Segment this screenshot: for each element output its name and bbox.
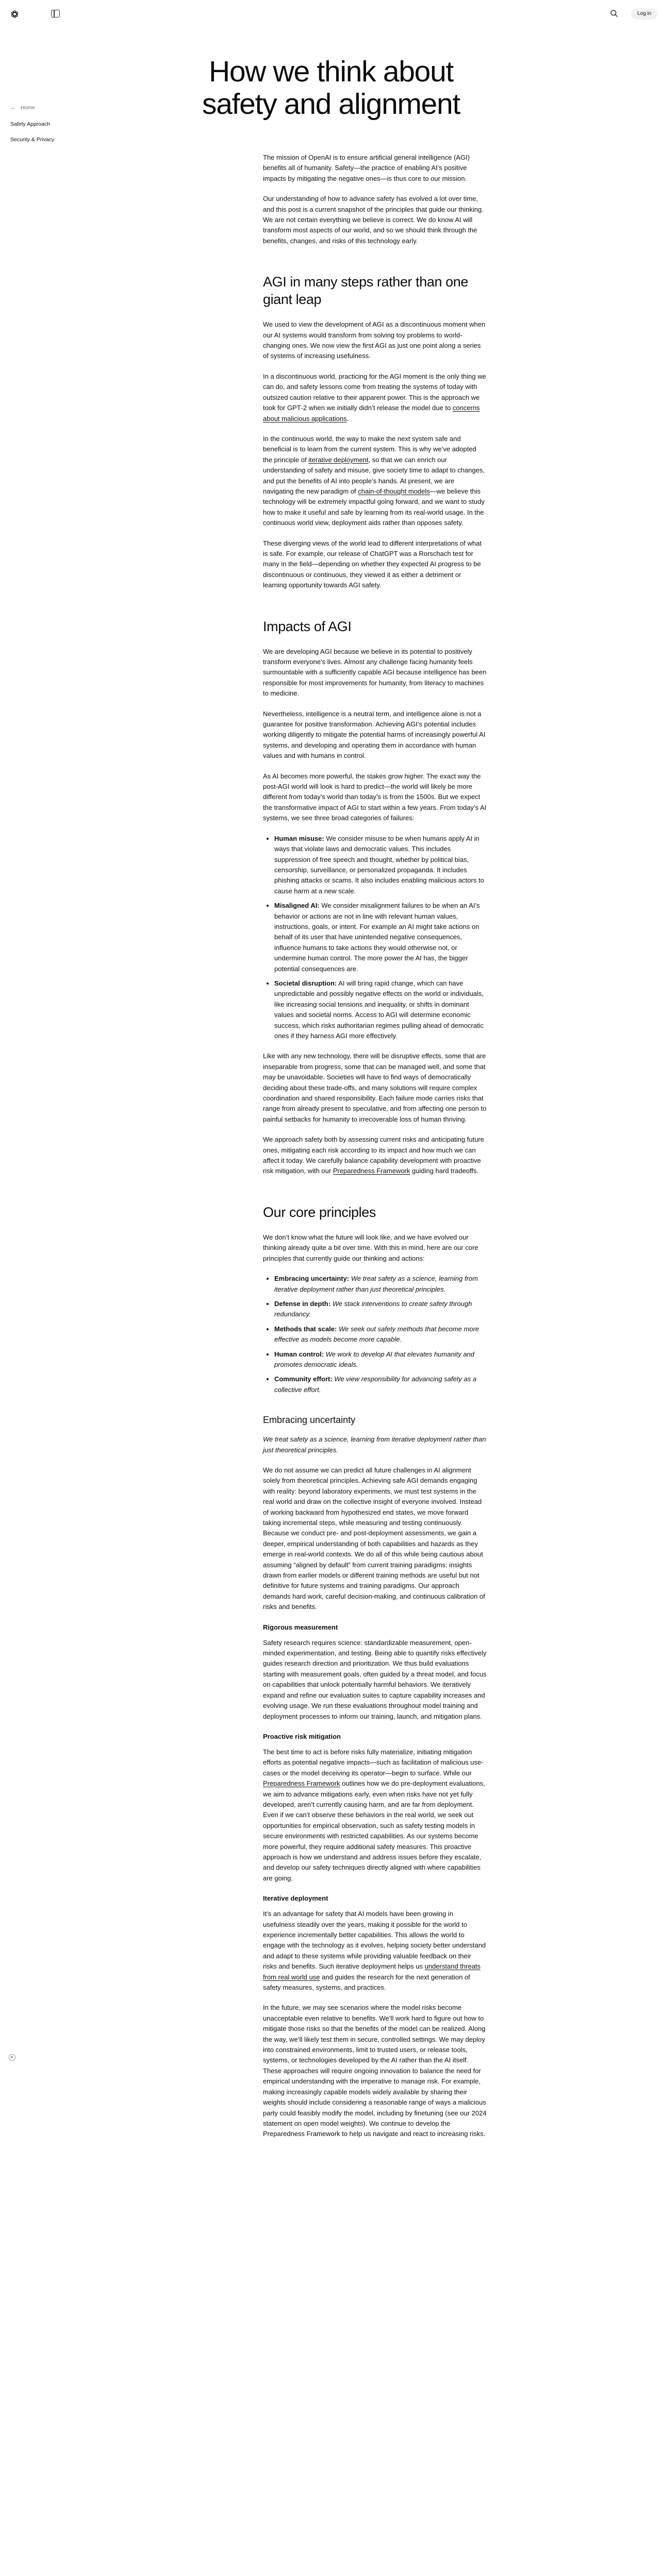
intro-paragraph: The mission of OpenAI is to ensure artificial general intelligence (AGI) benefits all of humanity. Safety—the practice of enabling AI’s positive impacts by mitigating the negative ones—is thus core to our mission. — [263, 154, 470, 182]
minor-heading: Proactive risk mitigation — [263, 1732, 341, 1740]
iterative-deployment-link[interactable]: iterative deployment — [308, 455, 369, 464]
list-text: We treat safety as a science, learning from iterative deployment rather than just theoretical principles. — [274, 1275, 478, 1293]
lead-text: We treat safety as a science, learning from iterative deployment rather than just theoretical principles. — [263, 1435, 486, 1454]
list-term: Human misuse: — [274, 834, 324, 842]
list-term: Societal disruption: — [274, 979, 337, 987]
text-run: —we believe this technology will be extremely impactful going forward, and we want to study how to make it useful and safe by learning from its real-world usage. In the continuous world view, deployment aids rather than opposes safety. — [263, 487, 485, 527]
principles-list — [274, 1274, 487, 1395]
list-text: We consider misuse to be when humans apply AI in ways that violate laws and democratic values. This includes suppression of free speech and thought, whether by political bias, censorship, surveillance, or personalized propaganda. It includes phishing attacks or scams. It also includes enabling malicious actors to cause harm at a new scale. — [274, 834, 484, 895]
subsection-heading: Embracing uncertainty — [263, 1415, 356, 1426]
chain-of-thought-link[interactable]: chain-of-thought models — [358, 487, 430, 495]
nav-back-link[interactable] — [10, 103, 113, 112]
paragraph: Like with any new technology, there will be disruptive effects, some that are inseparable from progress, some that can be managed well, and some that may be unavoidable. Societies will have to find ways of democratically deciding about these trade-offs, and many solutions will require complex coordination and shared responsibility. Each failure mode carries risks that range from already present to speculative, and from affecting one person to painful setbacks for humanity to irrecoverable loss of human thriving. — [263, 1052, 487, 1123]
paragraph — [263, 1747, 487, 1884]
list-term: Misaligned AI: — [274, 902, 320, 910]
section-heading: Our core principles — [263, 1204, 376, 1220]
preparedness-framework-link[interactable]: Preparedness Framework — [333, 1167, 410, 1175]
real-world-threats-link[interactable]: understand threats from real world use — [263, 1962, 481, 1981]
text-run: In the continuous world, the way to make the next system safe and beneficial is to learn from the current system. This is why we’ve adopted the principle of — [263, 434, 476, 464]
top-bar — [0, 0, 662, 28]
arrow-left-icon: ← — [10, 105, 16, 111]
openai-logo-icon[interactable] — [10, 10, 19, 19]
text-run: . — [346, 414, 349, 422]
list-text: We consider misalignment failures to be when an AI’s behavior or actions are not in line with relevant human values, instructions, goals, or intent. For example an AI might take actions on behalf of its user that have unintended negative consequences, influence humans to take actions they would otherwise not, or undermine human control. The more power the AI has, the bigger potential consequences are. — [274, 902, 480, 973]
concerns-link[interactable]: concerns about malicious applications — [263, 404, 480, 422]
intro-paragraph: Our understanding of how to advance safety has evolved a lot over time, and this post is a current snapshot of the principles that guide our thinking. We are not certain everything we believe is correct. We do know AI will transform most aspects of our world, and so we should think through the benefits, changes, and risks of this technology early. — [263, 195, 484, 245]
list-text: We stack interventions to create safety through redundancy. — [274, 1299, 472, 1318]
list-item — [274, 834, 487, 896]
search-icon[interactable] — [610, 9, 618, 18]
preparedness-framework-link[interactable]: Preparedness Framework — [263, 1780, 340, 1788]
scroll-marker-icon[interactable] — [9, 2054, 15, 2061]
nav-back-label: Home — [21, 105, 36, 111]
paragraph: Safety research requires science: standardizable measurement, open-minded experimentation, and testing. Being able to quantify risks effectively guides research direction and prioritization. We thus build evaluations starting with measurement goals, often guided by a threat model, and focus on capabilities that unlock potentially harmful behaviors. We iteratively expand and refine our evaluation suites to capture capability increases and evolving usage. We run these evaluations throughout model training and deployment processes to inform our training, launch, and mitigation plans. — [263, 1638, 487, 1720]
list-text: We work to develop AI that elevates humanity and promotes democratic ideals. — [274, 1350, 475, 1368]
minor-heading: Iterative deployment — [263, 1894, 328, 1903]
list-item — [274, 978, 487, 1041]
list-item — [274, 1299, 487, 1320]
list-item — [274, 901, 487, 974]
nav-item-safety-approach[interactable]: Safety Approach — [10, 121, 51, 127]
login-button[interactable]: Log in — [631, 8, 657, 20]
paragraph — [263, 434, 487, 529]
list-term: Embracing uncertainty: — [274, 1275, 350, 1283]
minor-heading: Rigorous measurement — [263, 1623, 338, 1631]
text-run: and guides the research for the next generation of safety measures, systems, and practices. — [263, 1973, 470, 1992]
paragraph: We do not assume we can predict all future challenges in AI alignment solely from theoretical principles. Achieving safe AGI demands engaging with reality: beyond laboratory experiments, we must test systems in the real world and draw on the collective insight of everyone involved. Instead of working backward from hypothesized end states, we move forward taking incremental steps, while measuring and testing continuously. Because we conduct pre- and post-deployment assessments, we gain a deeper, empirical understanding of both capabilities and hazards as they emerge in real-world contexts. We do all of this while being cautious about assuming “aligned by default” from current training paradigms: insights drawn from earlier models or different training methods are useful but not definitive for future systems and training paradigms. Our approach demands hard work, careful decision-making, and continuous calibration of risks and benefits. — [263, 1466, 485, 1611]
text-run: , so that we can enrich our understanding of safety and misuse, give society time to adapt to changes, and put the benefits of AI into people’s hands. At present, we are navigating the new paradigm of — [263, 455, 485, 495]
text-run: guiding hard tradeoffs. — [410, 1167, 479, 1175]
paragraph: In the future, we may see scenarios where the model risks become unacceptable even relative to benefits. We’ll work hard to figure out how to mitigate those risks so that the benefits of the model can be realized. Along the way, we’ll likely test them in secure, controlled settings. We may deploy into constrained environments, limit to trusted users, or release tools, systems, or technologies developed by the AI rather than the AI itself. These approaches will require ongoing innovation to balance the need for empirical understanding with the imperative to manage risk. For example, making increasingly capable models widely available by sharing their weights should include considering a reasonable range of ways a malicious party could feasibly modify the model, including by finetuning (see our 2024 statement on open model weights). We continue to develop the Preparedness Framework to help us navigate and react to increasing risks. — [263, 2004, 487, 2138]
sidebar-toggle-icon[interactable] — [51, 10, 60, 18]
section-heading: AGI in many steps rather than one giant leap — [263, 274, 469, 308]
list-item — [274, 1374, 487, 1395]
paragraph — [263, 1134, 487, 1177]
list-term: Defense in depth: — [274, 1299, 331, 1308]
list-text: AI will bring rapid change, which can have unpredictable and possibly negative effects on the world or individuals, like increasing social tensions and inequality, or shifts in dominant values and societal norms. Access to AGI will determine economic success, which risks authoritarian regimes pulling ahead of democratic ones if they harness AGI more effectively. — [274, 979, 484, 1040]
text-run: We approach safety both by assessing current risks and anticipating future ones, mitigating each risk according to its impact and how much we can affect it today. We carefully balance capability development with proactive risk mitigation, with our — [263, 1136, 484, 1175]
list-item — [274, 1349, 487, 1370]
paragraph: We don’t know what the future will look like, and we have evolved our thinking already quite a bit over time. With this in mind, here are our core principles that currently guide our thinking and actions: — [263, 1233, 478, 1262]
list-item — [274, 1324, 487, 1345]
paragraph: We are developing AGI because we believe in its potential to positively transform everyone’s lives. Almost any challenge facing humanity feels surmountable with a sufficiently capable AGI because intelligence has been responsible for most improvements for humanity, from literacy to machines to medicine. — [263, 647, 487, 698]
paragraph: We used to view the development of AGI as a discontinuous moment when our AI systems would transform from solving toy problems to world-changing ones. We now view the first AGI as just one point along a series of systems of increasing usefulness. — [263, 320, 486, 360]
list-item — [274, 1274, 487, 1295]
paragraph — [263, 1909, 487, 1993]
text-run: outlines how we do pre-deployment evaluations, we aim to advance mitigations early, even when risks have not yet fully developed, aren’t currently causing harm, and are far from deployment. Even if we can’t observe these behaviors in the real world, we seek out opportunities for empirical observation, such as safety testing models in secure environments with restricted capabilities. As our systems become more powerful, they require additional safety measures. This proactive approach is how we understand and address issues before they escalate, and develop our safety techniques directly aligned with where capabilities are going. — [263, 1780, 485, 1882]
lead-paragraph — [263, 1434, 487, 1455]
paragraph: Nevertheless, intelligence is a neutral term, and intelligence alone is not a guarantee for positive transformation. Achieving AGI’s potential includes working diligently to mitigate the potential harms of increasingly powerful AI systems, and developing and operating them in accordance with human values and with humans in control. — [263, 709, 486, 760]
list-term: Community effort: — [274, 1375, 333, 1383]
paragraph: These diverging views of the world lead to different interpretations of what is safe. For example, our release of ChatGPT was a Rorschach test for many in the field—depending on whether they expected AI progress to be discontinuous or continuous, they viewed it as either a detriment or learning opportunity towards AGI safety. — [263, 539, 482, 589]
failure-list — [274, 834, 487, 1042]
section-heading: Impacts of AGI — [263, 618, 352, 634]
paragraph: As AI becomes more powerful, the stakes grow higher. The exact way the post-AGI world will look is hard to predict—the world will likely be more different from today’s world than today’s is from the 1500s. But we expect the transformative impact of AGI to start within a few years. From today’s AI systems, we see three broad categories of failures: — [263, 772, 487, 822]
nav-item-security-privacy[interactable]: Security & Privacy — [10, 137, 55, 143]
text-run: It’s an advantage for safety that AI models have been growing in usefulness steadily over the years, making it possible for the world to experience incrementally better capabilities. This allows the world to engage with the technology as it evolves, helping society better understand and adapt to these systems while providing valuable feedback on their risks and benefits. Such iterative deployment helps us — [263, 1910, 486, 1971]
list-text: We view responsibility for advancing safety as a collective effort. — [274, 1375, 477, 1394]
list-text: We seek out safety methods that become more effective as models become more capable. — [274, 1325, 479, 1344]
page-title: How we think about safety and alignment — [202, 55, 460, 121]
list-term: Human control: — [274, 1350, 324, 1358]
text-run: In a discontinuous world, practicing for the AGI moment is the only thing we can do, and safety lessons come from treating the systems of today with outsized caution relative to their apparent power. This is the approach we took for GPT‑2 when we initially didn’t release the model due to — [263, 372, 486, 412]
article-body — [263, 152, 487, 2149]
list-term: Methods that scale: — [274, 1325, 337, 1333]
side-navigation — [10, 103, 113, 150]
paragraph — [263, 371, 487, 424]
text-run: The best time to act is before risks fully materialize, initiating mitigation efforts as potential negative impacts—such as facilitation of malicious use-cases or the model deceiving its operator—begin to surface. While our — [263, 1748, 484, 1777]
